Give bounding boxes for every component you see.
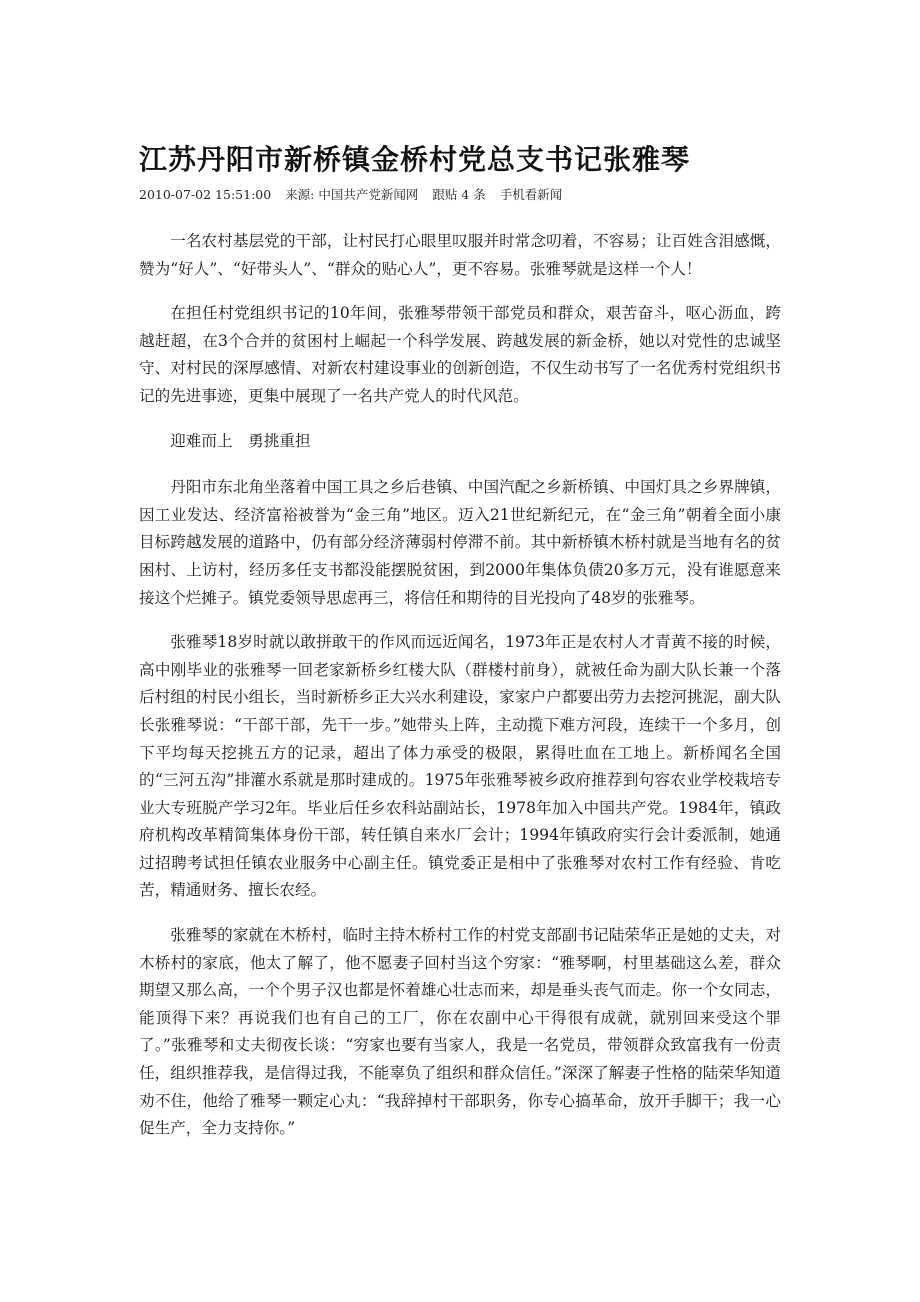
article-body (139, 228, 781, 1160)
paragraph-summary: 在担任村党组织书记的10年间，张雅琴带领干部党员和群众，艰苦奋斗，呕心沥血，跨越赶超，在3个合并的贫困村上崛起一个科学发展、跨越发展的新金桥，她以对党性的忠诚坚守、对村民的深厚感情、对新农村建设事业的创新创造，不仅生动书写了一名优秀村党组织书记的先进事迹，更集中展现了一名共产党人的时代风范。 (139, 304, 781, 405)
paragraph-family: 张雅琴的家就在木桥村，临时主持木桥村工作的村党支部副书记陆荣华正是她的丈夫，对木桥村的家底，他太了解了，他不愿妻子回村当这个穷家：“雅琴啊，村里基础这么差，群众期望又那么高，一个个男子汉也都是怀着雄心壮志而来，却是垂头丧气而走。你一个女同志，能顶得下来？再说我们也有自己的工厂，你在农副中心干得很有成就，就别回来受这个罪了。”张雅琴和丈夫彻夜长谈：“穷家也要有当家人，我是一名党员，带领群众致富我有一份责任，组织推荐我，是信得过我，不能辜负了组织和群众信任。”深深了解妻子性格的陆荣华知道劝不住，他给了雅琴一颗定心丸：“我辞掉村干部职务，你专心搞革命，放开手脚干；我一心促生产，全力支持你。” (139, 926, 781, 1138)
publish-datetime: 2010-07-02 15:51:00 (139, 187, 272, 202)
replies-link[interactable]: 跟贴 4 条 (432, 187, 486, 202)
paragraph-background: 丹阳市东北角坐落着中国工具之乡后巷镇、中国汽配之乡新桥镇、中国灯具之乡界牌镇，因工业发达、经济富裕被誉为“金三角”地区。迈入21世纪新纪元，在“金三角”朝着全面小康目标跨越发展的道路中，仍有部分经济薄弱村停滞不前。其中新桥镇木桥村就是当地有名的贫困村、上访村，经历多任支书都没能摆脱贫困，到2000年集体负债20多万元，没有谁愿意来接这个烂摊子。镇党委领导思虑再三，将信任和期待的目光投向了48岁的张雅琴。 (139, 478, 781, 607)
paragraph-history: 张雅琴18岁时就以敢拼敢干的作风而远近闻名，1973年正是农村人才青黄不接的时候，高中刚毕业的张雅琴一回老家新桥乡红楼大队（群楼村前身），就被任命为副大队长兼一个落后村组的村民小组长，当时新桥乡正大兴水利建设，家家户户都要出劳力去挖河挑泥，副大队长张雅琴说：“干部干部，先干一步。”她带头上阵，主动揽下难方河段，连续干一个多月，创下平均每天挖挑五方的记录，超出了体力承受的极限，累得吐血在工地上。新桥闻名全国的“三河五沟”排灌水系就是那时建成的。1975年张雅琴被乡政府推荐到句容农业学校栽培专业大专班脱产学习2年。毕业后任乡农科站副站长，1978年加入中国共产党。1984年，镇政府机构改革精简集体身份干部，转任镇自来水厂会计；1994年镇政府实行会计委派制，她通过招聘考试担任镇农业服务中心副主任。镇党委正是相中了张雅琴对农村工作有经验、肯吃苦，精通财务、擅长农经。 (139, 633, 781, 900)
section-heading: 迎难而上 勇挑重担 (170, 431, 311, 450)
article-meta (139, 185, 572, 203)
source-label: 来源: 中国共产党新闻网 (285, 187, 419, 202)
paragraph-intro: 一名农村基层党的干部，让村民打心眼里叹服并时常念叨着，不容易；让百姓含泪感慨，赞为“好人”、“好带头人”、“群众的贴心人”，更不容易。张雅琴就是这样一个人！ (139, 232, 781, 278)
article-title: 江苏丹阳市新桥镇金桥村党总支书记张雅琴 (139, 143, 691, 176)
mobile-news-link[interactable]: 手机看新闻 (499, 187, 563, 202)
